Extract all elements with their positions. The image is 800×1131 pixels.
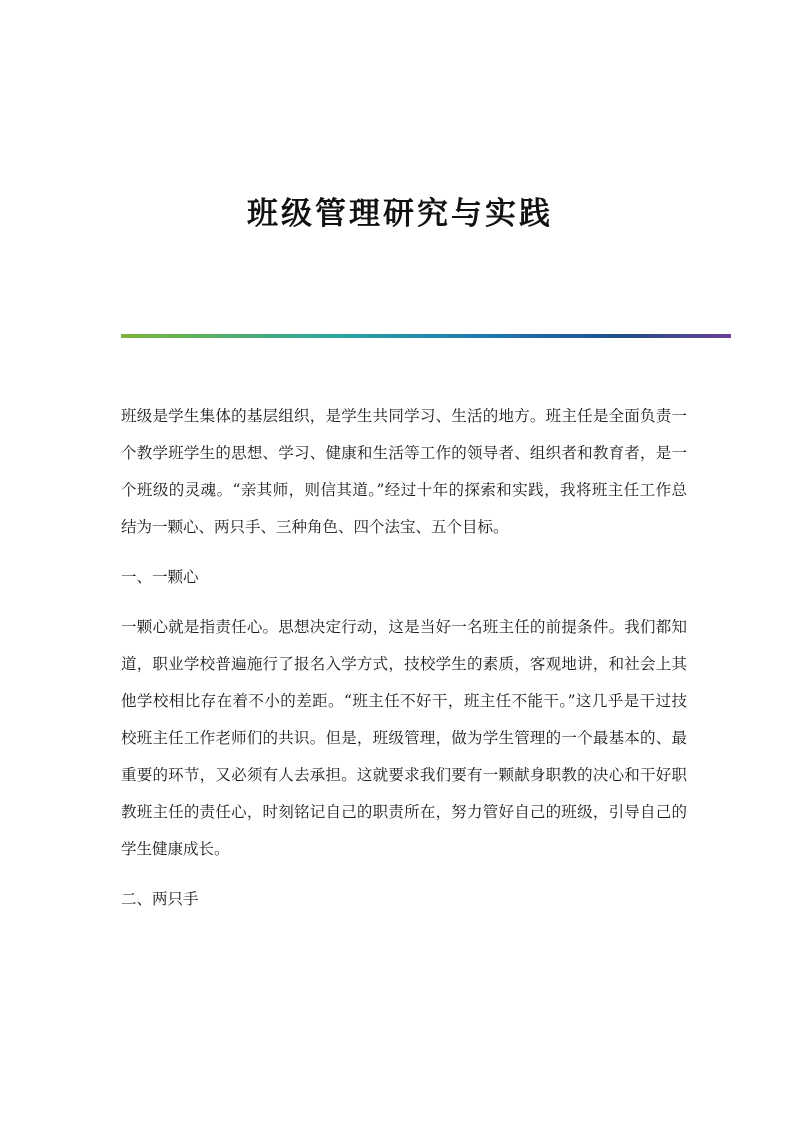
section-1-paragraph: 一颗心就是指责任心。思想决定行动，这是当好一名班主任的前提条件。我们都知道，职业学校普遍施行了报名入学方式，技校学生的素质，客观地讲，和社会上其他学校相比存在着不小的差距。“班主任不好干，班主任不能干。”这几乎是干过技校班主任工作老师们的共识。但是，班级管理，做为学生管理的一个最基本的、最重要的环节，又必须有人去承担。这就要求我们要有一颗献身职教的决心和干好职教班主任的责任心，时刻铭记自己的职责所在，努力管好自己的班级，引导自己的学生健康成长。 [121,618,687,858]
document-title: 班级管理研究与实践 [247,196,553,232]
document-body [121,398,687,918]
intro-paragraph: 班级是学生集体的基层组织，是学生共同学习、生活的地方。班主任是全面负责一个教学班学生的思想、学习、健康和生活等工作的领导者、组织者和教育者，是一个班级的灵魂。“亲其师，则信其道。”经过十年的探索和实践，我将班主任工作总结为一颗心、两只手、三种角色、四个法宝、五个目标。 [121,407,687,536]
title-divider [121,334,731,338]
section-heading-1: 一、一颗心 [121,568,199,586]
section-heading-2: 二、两只手 [121,890,199,908]
